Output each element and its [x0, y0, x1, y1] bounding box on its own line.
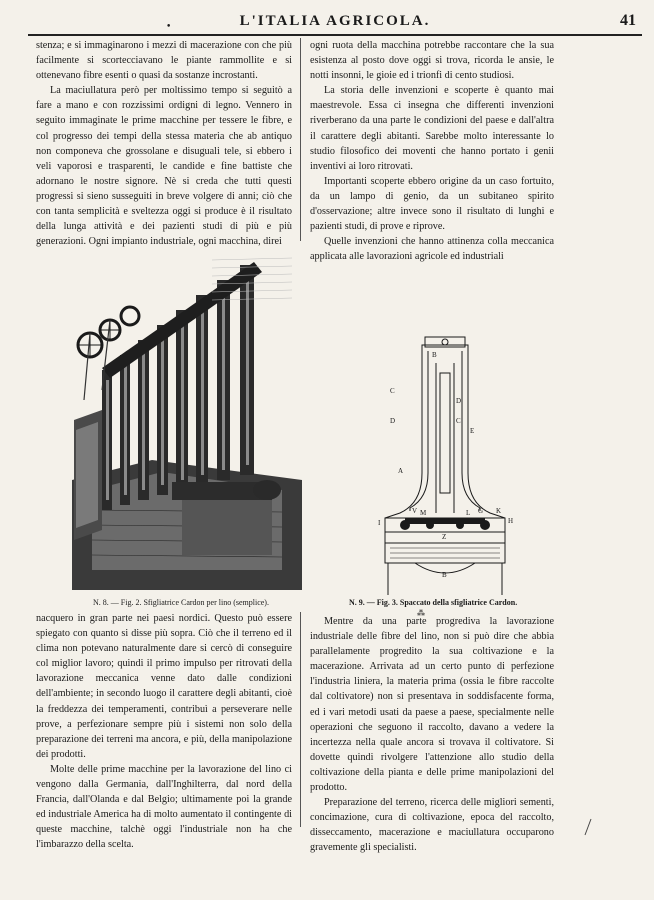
- diagram-label: B: [432, 351, 437, 359]
- figure-cross-section: [370, 333, 520, 595]
- paragraph: ogni ruota della macchina potrebbe raccontare che la sua esistenza al posto dove oggi si trova, ricorda le ansie, le notti insonni, le gioie ed i trionfi di cento studiosi.: [310, 40, 554, 82]
- diagram-label: H: [508, 517, 514, 525]
- page-number: 41: [620, 12, 636, 29]
- column-left-bottom: [36, 611, 292, 853]
- diagram-label: B: [442, 571, 447, 579]
- paragraph: Importanti scoperte ebbero origine da un caso fortuito, da un lampo di genio, da un subitaneo spirito d'osservazione; altre invece sono il risultato di lunghi e pazienti studi, di prove e riprove.: [310, 175, 554, 233]
- diagram-label: V: [412, 507, 418, 515]
- pencil-mark: [583, 817, 593, 837]
- figure-machine-engraving: [62, 250, 302, 590]
- paragraph: Mentre da una parte progrediva la lavorazione industriale delle fibre del lino, non si può dire che abbia parallelamente progredito la sua coltivazione e la macerazione. Arrivata ad un certo punto di perfezione l'industria liniera, la materia prima (ossia le fibre raccolte dal coltivatore) non si presentava in soddisfacente forma, ed i vari metodi usati da paese a paese, specialmente nelle operazioni che seguono il raccolto, davano a vedere la incertezza nella quale ancora si trovava il coltivatore. Si dovette quindi rivolgere l'attenzione allo studio della coltivazione della pianta e delle prime manipolazioni del prodotto.: [310, 616, 554, 794]
- paragraph: Quelle invenzioni che hanno attinenza colla meccanica applicata alle lavorazioni agricole ed industriali: [310, 236, 554, 263]
- paragraph: Preparazione del terreno, ricerca delle migliori sementi, concimazione, cura di coltivazione, epoca del raccolto, disseccamento, macerazione e maciullatura occuparono gravemente gli specialisti.: [310, 797, 554, 854]
- paragraph: La maciullatura però per moltissimo tempo si seguitò a fare a mano e con rozzissimi ordigni di legno. Vennero in seguito immaginate le prime macchine per tessere le fibre, e col progresso dei tempi della stessa materia che ab antiquo non componeva che grossolane e disuguali tele, si ebbero i veli vaporosi e trasparenti, le candide e fine battiste che adornano le nostre signore. Nè si creda che tutti questi progressi si sieno susseguiti in breve volgere di anni; ciò che con tanta semplicità e sveltezza oggi si produce è il risultato della lunga attività e dei pazienti studi di più e più generazioni. Ogni impianto industriale, ogni macchina, direi: [36, 85, 292, 248]
- paragraph: nacquero in gran parte nei paesi nordici. Questo può essere spiegato con quanto si disse più sopra. Ciò che il terreno ed il clima non potevano naturalmente dare si cercò di conseguire col miglior lavoro; quindi il primo impulso per ritrovati della lavorazione meccanica venne dato dalle condizioni dell'ambiente; in secondo luogo il carattere degli abitanti, cioè la freddezza dei temperamenti, contribuì a perseverare nelle prove, a perfezionare sempre più i sistemi non solo della preparazione dei terreni ma ancora, e più, della manipolazione dei prodotti.: [36, 613, 292, 760]
- journal-title: L'ITALIA AGRICOLA.: [239, 13, 431, 29]
- diagram-label: C: [390, 387, 395, 395]
- diagram-label: K: [496, 507, 502, 515]
- diagram-label: G: [478, 507, 484, 515]
- paragraph: La storia delle invenzioni e scoperte è quanto mai maestrevole. Essa ci insegna che differenti invenzioni riverberano da una parte le condizioni del paese e dall'altra il carattere degli abitanti. Sarebbe molto interessante lo studio filosofico dei moventi che hanno portato i genii inventivi ai loro ritrovati.: [310, 85, 554, 172]
- diagram-label: D: [390, 417, 396, 425]
- column-right-bottom: [310, 614, 554, 856]
- diagram-label: C: [456, 417, 461, 425]
- paragraph: stenza; e si immaginarono i mezzi di macerazione con che più facilmente si scortecciavano le piante rammollite e si ottenevano fibre esenti o quasi da sostanze incrostanti.: [36, 40, 292, 82]
- column-divider: [300, 38, 301, 241]
- figure-3-caption: N. 9. — Fig. 3. Spaccato della sfigliatrice Cardon.: [349, 598, 518, 607]
- column-right-top: [310, 38, 554, 264]
- diagram-label: Z: [442, 533, 447, 541]
- figure-2-caption: N. 8. — Fig. 2. Sfigliatrice Cardon per lino (semplice).: [93, 598, 269, 607]
- ink-dot: •: [166, 22, 172, 32]
- diagram-label: I: [378, 519, 381, 527]
- diagram-label: L: [466, 509, 471, 517]
- section-separator: ⁂: [417, 609, 425, 618]
- diagram-label: M: [420, 509, 427, 517]
- diagram-label: E: [470, 427, 475, 435]
- diagram-label: A: [398, 467, 404, 475]
- column-divider: [300, 612, 301, 827]
- paragraph: Molte delle prime macchine per la lavorazione del lino ci vengono dalla Germania, dall'Inghilterra, dal nord della Francia, dall'Olanda e dal Belgio; ultimamente poi la grande ed industriale America ha di molto aumentato il contingente di queste macchine, talchè oggi l'industriale non ha che l'imbarazzo della scelta.: [36, 763, 292, 851]
- column-left-top: [36, 38, 292, 249]
- page-header: [28, 12, 642, 36]
- diagram-label: D: [456, 397, 462, 405]
